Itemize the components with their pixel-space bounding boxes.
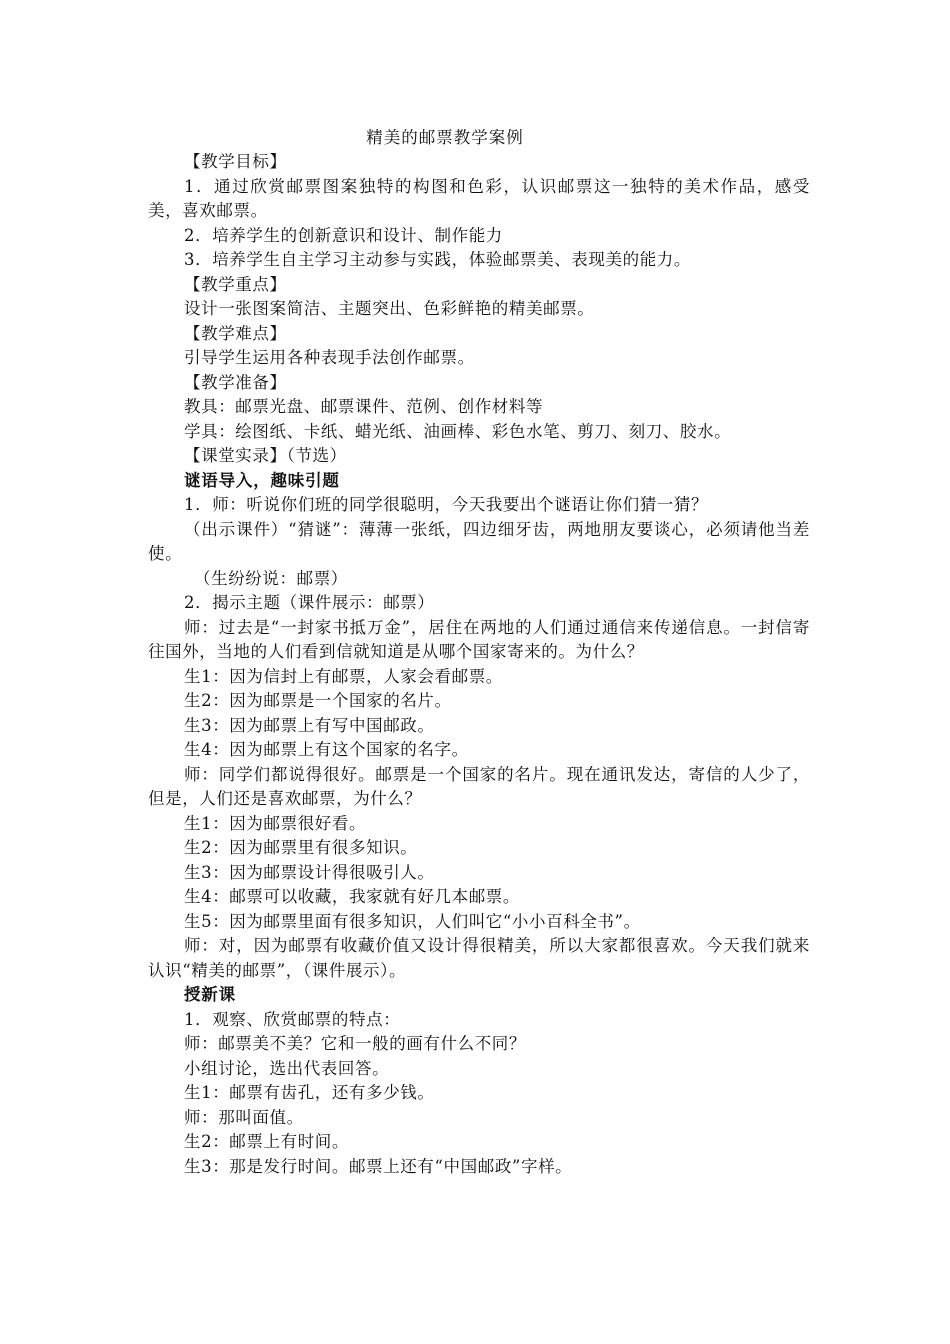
paragraph: 师：对，因为邮票有收藏价值又设计得很精美，所以大家都很喜欢。今天我们就来认识“精美的邮票”，（课件展示）。 [148,936,810,980]
bracket-heading: 【教学难点】 [184,323,287,343]
paragraph: 教具：邮票光盘、邮票课件、范例、创作材料等 [184,397,544,416]
section-heading: 授新课 [184,985,236,1004]
paragraph: 生1：邮票有齿孔，还有多少钱。 [184,1083,435,1102]
paragraph: 师：那叫面值。 [184,1107,304,1127]
paragraph: 设计一张图案简洁、主题突出、色彩鲜艳的精美邮票。 [184,299,595,318]
paragraph: 生1：因为信封上有邮票，人家会看邮票。 [184,666,503,686]
paragraph: 引导学生运用各种表现手法创作邮票。 [184,348,475,367]
paragraph: 1．观察、欣赏邮票的特点： [184,1009,401,1029]
paragraph: 生2：邮票上有时间。 [184,1132,349,1151]
paragraph: 生4：因为邮票上有这个国家的名字。 [184,740,469,759]
section-heading: 谜语导入，趣味引题 [184,470,340,490]
bracket-heading: 【课堂实录】（节选） [184,446,347,465]
document-title: 精美的邮票教学案例 [366,128,524,147]
paragraph: 生3：那是发行时间。邮票上还有“中国邮政”字样。 [184,1156,573,1176]
paragraph: 小组讨论，选出代表回答。 [184,1058,390,1078]
bracket-heading: 【教学准备】 [184,372,287,392]
paragraph: 生3：因为邮票设计得很吸引人。 [184,862,435,882]
paragraph: 生2：因为邮票是一个国家的名片。 [184,691,452,710]
document-body [148,150,810,1179]
paragraph: 2．揭示主题（课件展示：邮票） [184,593,435,612]
paragraph: （出示课件）“猜谜”：薄薄一张纸，四边细牙齿，两地朋友要谈心，必须请他当差使。 [148,519,810,563]
paragraph: 生2：因为邮票里有很多知识。 [184,838,418,857]
paragraph: 生3：因为邮票上有写中国邮政。 [184,715,435,735]
paragraph: 3．培养学生自主学习主动参与实践，体验邮票美、表现美的能力。 [184,250,691,269]
paragraph: （生纷纷说：邮票） [194,568,348,588]
paragraph: 师：同学们都说得很好。邮票是一个国家的名片。现在通讯发达，寄信的人少了，但是，人们还是喜欢邮票，为什么？ [148,764,810,808]
paragraph: 生5：因为邮票里面有很多知识，人们叫它“小小百科全书”。 [184,911,641,931]
bracket-heading: 【教学重点】 [184,274,287,294]
paragraph: 师：过去是“一封家书抵万金”，居住在两地的人们通过通信来传递信息。一封信寄往国外，当地的人们看到信就知道是从哪个国家寄来的。为什么？ [148,617,810,661]
paragraph: 1．通过欣赏邮票图案独特的构图和色彩，认识邮票这一独特的美术作品，感受美，喜欢邮票。 [148,176,810,220]
paragraph: 学具：绘图纸、卡纸、蜡光纸、油画棒、彩色水笔、剪刀、刻刀、胶水。 [184,421,732,441]
bracket-heading: 【教学目标】 [184,152,287,171]
paragraph: 生1：因为邮票很好看。 [184,813,367,833]
paragraph: 1．师：听说你们班的同学很聪明，今天我要出个谜语让你们猜一猜？ [184,495,709,514]
paragraph: 师：邮票美不美？它和一般的画有什么不同？ [184,1034,526,1053]
paragraph: 2．培养学生的创新意识和设计、制作能力 [184,225,503,245]
paragraph: 生4：邮票可以收藏，我家就有好几本邮票。 [184,887,520,906]
